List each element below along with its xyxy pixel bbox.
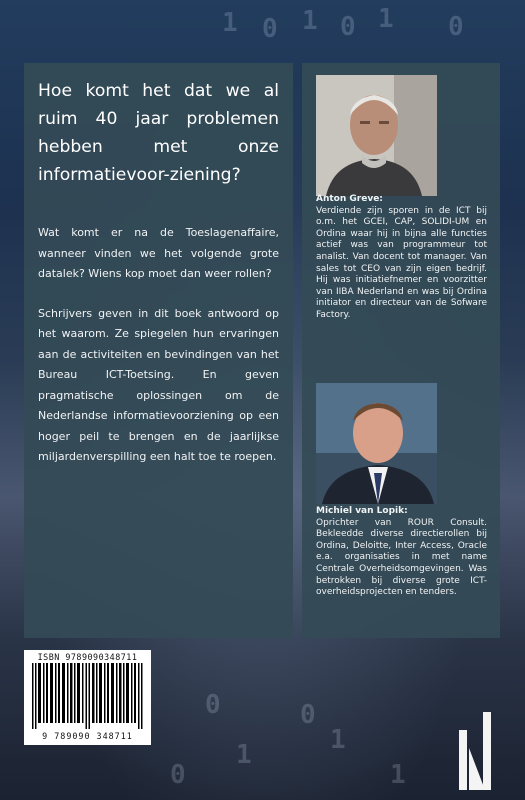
binary-digit: 0 [170, 760, 192, 790]
author-bio [316, 506, 487, 599]
barcode-bars [32, 663, 143, 729]
blurb-panel [24, 63, 293, 638]
author-description: Oprichter van ROUR Consult. Bekleedde diverse directierollen bij Ordina, Deloitte, Inter Access, Oracle e.a. organisaties in met name Centrale Overheidsomgevingen. Was betrokken bij diverse grote ICT-overheidsprojecten en tenders. [316, 517, 487, 598]
isbn-label: ISBN 9789090348711 [37, 652, 138, 662]
binary-digit: 0 [448, 12, 470, 42]
author-bio [316, 194, 487, 322]
binary-digit: 1 [330, 725, 352, 755]
binary-digit: 0 [205, 690, 227, 720]
isbn-barcode [24, 650, 151, 745]
portrait-anton [316, 75, 437, 196]
headline: Hoe komt het dat we al ruim 40 jaar problemen hebben met onze informatievoor-ziening? [38, 81, 279, 185]
publisher-logo-icon [455, 712, 497, 790]
author-photo [316, 75, 437, 196]
authors-panel [302, 63, 500, 638]
binary-digit: 0 [262, 14, 284, 44]
binary-digit: 1 [302, 6, 324, 36]
author-name: Anton Greve: [316, 194, 383, 204]
portrait-michiel [316, 383, 437, 504]
blurb-paragraph: Schrijvers geven in dit boek antwoord op het waarom. Ze spiegelen hun ervaringen aan de activiteiten en bevindingen van het Bureau ICT-Toetsing. En geven pragmatische oplossingen om de Nederlandse informatievoorziening op een hoger peil te brengen en de jaarlijkse miljardenverspilling een halt toe te roepen. [38, 306, 279, 463]
author-photo [316, 383, 437, 504]
isbn-digits: 9 789090 348711 [42, 731, 133, 741]
blurb-paragraph: Wat komt er na de Toeslagenaffaire, wanneer vinden we het volgende grote datalek? Wiens kop moet dan weer rollen? [38, 226, 279, 280]
binary-digit: 1 [378, 4, 400, 34]
author-name: Michiel van Lopik: [316, 506, 408, 516]
binary-digit: 1 [390, 760, 412, 790]
binary-digit: 0 [300, 700, 322, 730]
author-description: Verdiende zijn sporen in de ICT bij o.m. het GCEI, CAP, SOLIDI-UM en Ordina waar hij in bijna alle functies actief was van programmeur tot analist. Van docent tot manager. Van sales tot CEO van zijn eigen bedrijf. Hij was initiatiefnemer en voorzitter van IIBA Nederland en was bij Ordina initiator en directeur van de Sofware Factory. [316, 205, 487, 320]
binary-digit: 1 [236, 740, 258, 770]
binary-digit: 0 [340, 12, 362, 42]
binary-digit: 1 [222, 8, 244, 38]
